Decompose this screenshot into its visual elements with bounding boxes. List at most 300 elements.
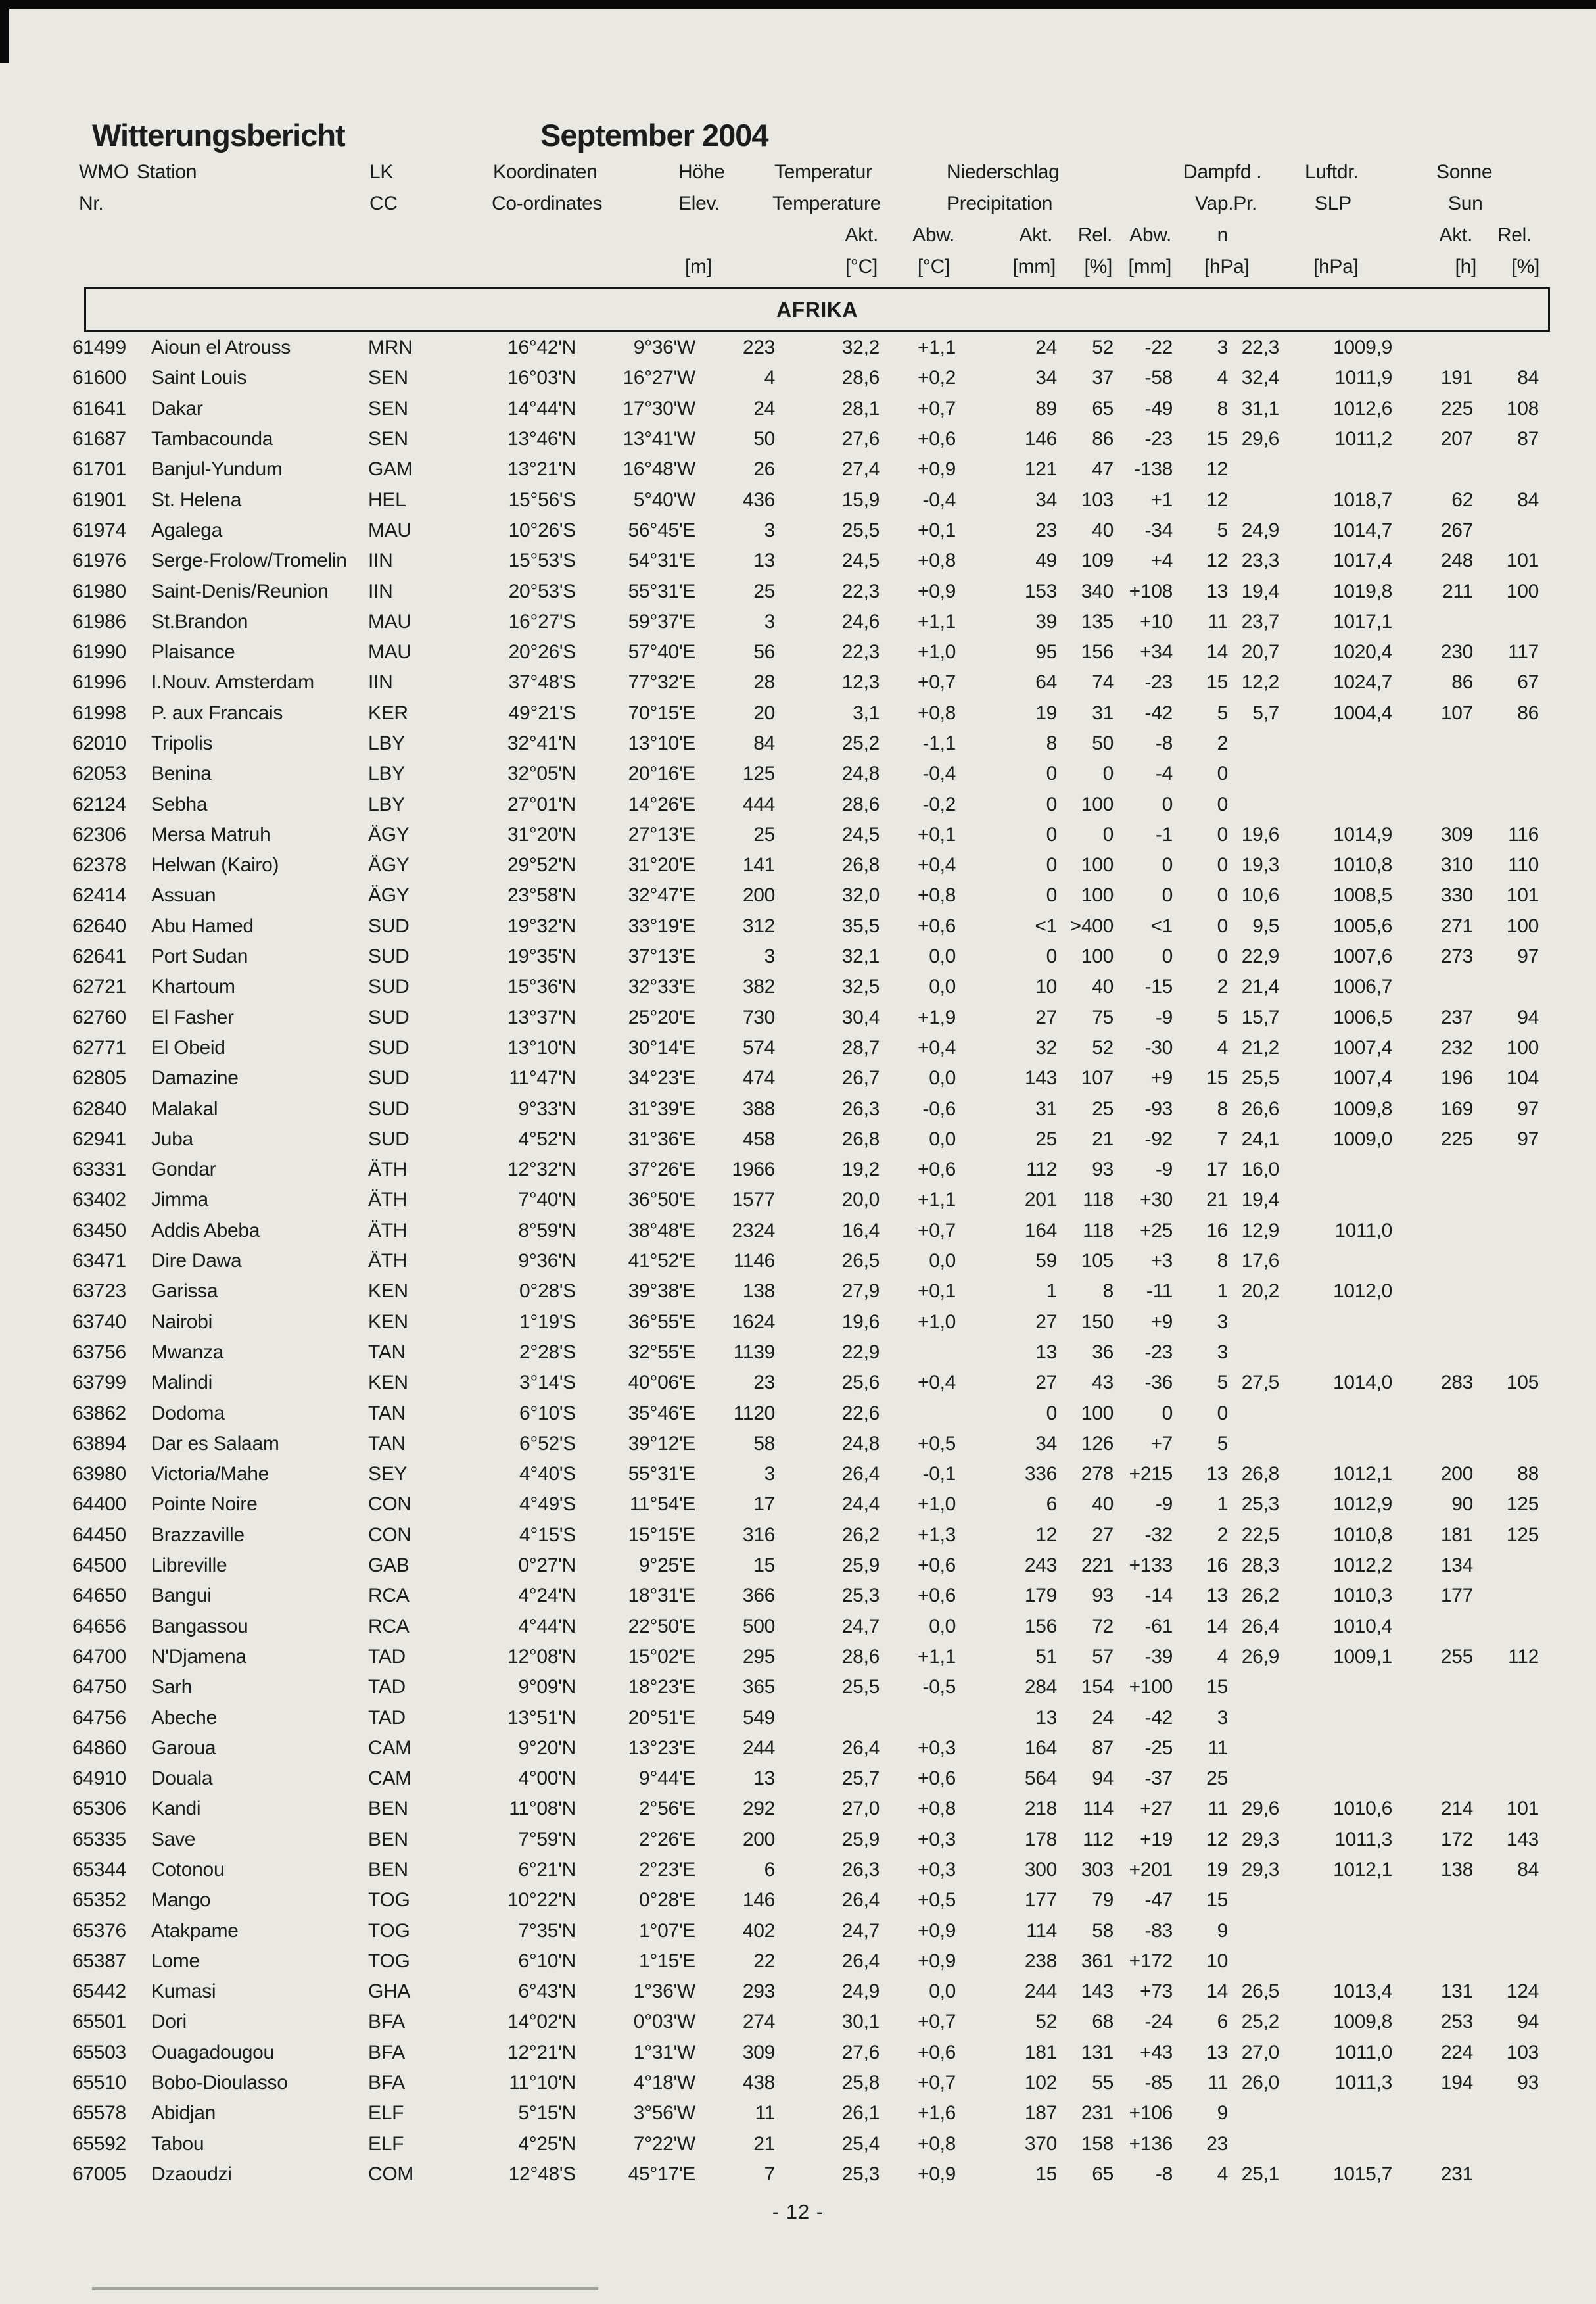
unit-mm-akt: [mm]	[1012, 256, 1056, 277]
cell-p_abw: +27	[1140, 1798, 1173, 1820]
cell-lat: 4°49'S	[519, 1493, 576, 1516]
cell-s_akt	[1395, 972, 1476, 1002]
cell-wmo: 62306	[72, 823, 126, 846]
cell-s_rel: 67	[1517, 671, 1539, 694]
cell-n: 0	[1217, 823, 1228, 846]
cell-n: 15	[1206, 671, 1228, 694]
cell-p_rel: 57	[1092, 1645, 1114, 1668]
cell-p_rel: 100	[1081, 884, 1114, 907]
cell-lk: SUD	[368, 915, 410, 937]
cell-s_akt	[1395, 759, 1476, 789]
cell-lat: 49°21'S	[508, 702, 576, 724]
cell-p_abw: -9	[1155, 1159, 1173, 1181]
cell-elev: 146	[742, 1889, 775, 1911]
cell-slp: 1011,0	[1334, 1219, 1392, 1241]
cell-p_rel: >400	[1069, 915, 1114, 937]
table-row	[72, 1885, 1541, 1915]
cell-wmo: 65376	[72, 1919, 126, 1942]
cell-p_rel: 143	[1081, 1980, 1114, 2003]
cell-elev: 295	[742, 1645, 775, 1668]
cell-slp: 1006,5	[1333, 1006, 1392, 1028]
cell-t_abw: -0,2	[922, 793, 956, 815]
cell-elev: 312	[742, 915, 775, 937]
cell-p_rel: 27	[1092, 1524, 1114, 1546]
cell-p_akt: 177	[1024, 1889, 1057, 1911]
cell-s_rel	[1476, 1185, 1541, 1215]
cell-t_abw: +0,4	[917, 854, 956, 876]
cell-vap: 25,5	[1241, 1067, 1279, 1090]
cell-lon: 55°31'E	[628, 1463, 695, 1485]
cell-n: 5	[1217, 702, 1228, 724]
cell-slp: 1007,4	[1333, 1036, 1392, 1059]
unit-h-sun: [h]	[1455, 256, 1476, 277]
table-row	[72, 485, 1541, 515]
cell-p_abw: -83	[1144, 1919, 1173, 1942]
cell-elev: 244	[742, 1737, 775, 1759]
cell-n: 0	[1217, 915, 1228, 937]
cell-s_rel: 86	[1517, 702, 1539, 724]
cell-station: St. Helena	[151, 489, 242, 511]
cell-s_akt: 134	[1440, 1554, 1473, 1577]
cell-s_rel	[1476, 2098, 1541, 2128]
cell-lat: 8°59'N	[518, 1219, 576, 1241]
cell-vap: 24,1	[1241, 1128, 1279, 1150]
cell-slp: 1006,7	[1333, 976, 1392, 998]
cell-lk: ÄTH	[368, 1189, 408, 1211]
cell-wmo: 65387	[72, 1950, 126, 1972]
cell-p_akt: 8	[1046, 732, 1057, 754]
cell-t_abw: +1,6	[917, 2102, 956, 2124]
cell-t_abw: +0,2	[917, 367, 956, 389]
table-row	[72, 454, 1541, 485]
cell-s_akt	[1395, 1216, 1476, 1246]
table-row	[72, 820, 1541, 850]
cell-t_akt: 24,8	[841, 763, 880, 785]
cell-lat: 13°21'N	[507, 458, 576, 481]
cell-p_rel: 65	[1092, 397, 1114, 420]
cell-p_abw: +201	[1129, 1858, 1173, 1881]
cell-n: 16	[1206, 1554, 1228, 1577]
cell-p_abw: -14	[1144, 1585, 1173, 1607]
cell-lat: 6°43'N	[518, 1980, 576, 2003]
cell-s_rel: 101	[1506, 884, 1539, 907]
cell-p_akt: 13	[1035, 1341, 1057, 1363]
cell-p_rel: 107	[1081, 1067, 1114, 1090]
cell-vap	[1231, 1733, 1282, 1764]
cell-station: Dire Dawa	[151, 1250, 242, 1272]
cell-s_akt: 330	[1440, 884, 1473, 907]
cell-t_abw: +0,4	[917, 1036, 956, 1059]
cell-lat: 4°15'S	[519, 1524, 576, 1546]
cell-wmo: 64450	[72, 1524, 126, 1546]
cell-lon: 30°14'E	[628, 1036, 695, 1059]
cell-station: Atakpame	[151, 1919, 239, 1942]
cell-n: 8	[1217, 1097, 1228, 1120]
cell-p_rel: 278	[1081, 1463, 1114, 1485]
table-row	[72, 1581, 1541, 1611]
table-row	[72, 1063, 1541, 1093]
cell-s_akt: 207	[1440, 428, 1473, 450]
cell-p_rel: 118	[1083, 1219, 1114, 1241]
cell-s_akt	[1395, 1915, 1476, 1946]
cell-elev: 28	[753, 671, 775, 694]
cell-t_abw: +0,4	[917, 1372, 956, 1394]
cell-vap: 17,6	[1241, 1250, 1279, 1272]
cell-lon: 7°22'W	[633, 2132, 695, 2155]
cell-slp: 1014,0	[1333, 1372, 1392, 1394]
cell-p_rel: 303	[1081, 1858, 1114, 1881]
cell-p_abw: <1	[1150, 915, 1173, 937]
cell-slp: 1012,2	[1333, 1554, 1392, 1577]
cell-elev: 17	[753, 1493, 775, 1516]
cell-p_akt: 164	[1024, 1219, 1057, 1241]
cell-lat: 27°01'N	[507, 793, 576, 815]
cell-s_akt: 271	[1440, 915, 1473, 937]
cell-lk: BEN	[368, 1858, 408, 1881]
cell-lon: 1°36'W	[633, 1980, 695, 2003]
cell-p_rel: 40	[1092, 976, 1114, 998]
cell-t_akt: 26,1	[841, 2102, 880, 2124]
cell-t_akt: 24,7	[841, 1919, 880, 1942]
cell-wmo: 61600	[72, 367, 126, 389]
cell-elev: 382	[742, 976, 775, 998]
cell-s_rel: 97	[1517, 1097, 1539, 1120]
table-row	[72, 1246, 1541, 1276]
cell-s_akt	[1395, 729, 1476, 759]
cell-wmo: 61976	[72, 550, 126, 572]
cell-lk: TOG	[368, 1889, 410, 1911]
cell-t_abw	[882, 1337, 958, 1368]
cell-wmo: 64700	[72, 1645, 126, 1668]
cell-lon: 54°31'E	[628, 550, 695, 572]
cell-s_akt	[1395, 2098, 1476, 2128]
cell-lon: 35°46'E	[628, 1402, 695, 1424]
cell-s_rel: 103	[1506, 2041, 1539, 2063]
table-row	[72, 1946, 1541, 1977]
cell-p_abw: -47	[1144, 1889, 1173, 1911]
cell-s_rel	[1476, 1764, 1541, 1794]
cell-vap: 9,5	[1252, 915, 1279, 937]
cell-t_abw: +0,6	[917, 428, 956, 450]
subheader-precip-akt: Akt.	[1019, 224, 1052, 246]
cell-p_abw: +4	[1150, 550, 1173, 572]
cell-lk: GAM	[368, 458, 413, 481]
cell-p_akt: 32	[1035, 1036, 1057, 1059]
cell-elev: 141	[742, 854, 775, 876]
cell-vap: 26,5	[1241, 1980, 1279, 2003]
cell-s_rel	[1476, 1429, 1541, 1459]
cell-n: 0	[1217, 884, 1228, 907]
cell-wmo: 62124	[72, 793, 126, 815]
cell-slp	[1282, 1398, 1395, 1428]
table-row	[72, 1702, 1541, 1733]
cell-s_akt: 131	[1440, 1980, 1473, 2003]
cell-p_akt: 156	[1024, 1615, 1057, 1637]
cell-p_abw: +10	[1140, 610, 1173, 633]
cell-p_abw: -58	[1144, 367, 1173, 389]
report-month: September 2004	[540, 118, 768, 153]
cell-lk: BFA	[368, 2072, 405, 2094]
cell-slp	[1282, 1885, 1395, 1915]
cell-station: Jimma	[151, 1189, 208, 1211]
cell-t_abw: 0,0	[929, 1980, 956, 2003]
table-row	[72, 1124, 1541, 1155]
cell-p_akt: 24	[1035, 337, 1057, 359]
table-row	[72, 1520, 1541, 1550]
cell-station: Juba	[151, 1128, 193, 1150]
cell-p_abw: -23	[1144, 671, 1173, 694]
cell-n: 5	[1217, 519, 1228, 541]
table-row	[72, 2007, 1541, 2037]
cell-n: 0	[1217, 763, 1228, 785]
cell-wmo: 61998	[72, 702, 126, 724]
cell-t_akt: 28,6	[841, 793, 880, 815]
cell-vap: 12,2	[1241, 671, 1279, 694]
cell-t_abw: +0,9	[917, 458, 956, 481]
cell-s_rel	[1476, 2129, 1541, 2159]
table-row	[72, 1672, 1541, 1702]
cell-s_akt: 107	[1440, 702, 1473, 724]
cell-lat: 7°59'N	[518, 1828, 576, 1850]
cell-t_akt: 26,3	[841, 1858, 880, 1881]
cell-p_akt: 23	[1035, 519, 1057, 541]
cell-t_akt: 22,6	[841, 1402, 880, 1424]
cell-wmo: 64500	[72, 1554, 126, 1577]
cell-s_rel: 100	[1506, 915, 1539, 937]
cell-slp	[1282, 1337, 1395, 1368]
col-header-luftdruck: Luftdr.	[1305, 161, 1359, 183]
cell-lon: 45°17'E	[628, 2163, 695, 2185]
cell-s_rel	[1476, 789, 1541, 819]
cell-n: 3	[1217, 1310, 1228, 1333]
cell-lat: 9°36'N	[518, 1250, 576, 1272]
cell-p_akt: 89	[1035, 397, 1057, 420]
cell-wmo: 65344	[72, 1858, 126, 1881]
table-row	[72, 394, 1541, 424]
cell-p_rel: 100	[1081, 946, 1114, 968]
cell-lon: 56°45'E	[628, 519, 695, 541]
cell-slp: 1011,9	[1334, 367, 1392, 389]
cell-wmo: 64756	[72, 1706, 126, 1729]
cell-p_rel: 112	[1083, 1828, 1114, 1850]
cell-lk: SEN	[368, 428, 408, 450]
cell-p_akt: 153	[1024, 580, 1057, 602]
cell-elev: 3	[764, 519, 775, 541]
cell-p_abw: -42	[1144, 702, 1173, 724]
table-row	[72, 1093, 1541, 1124]
cell-t_akt: 15,9	[841, 489, 880, 511]
cell-station: Khartoum	[151, 976, 235, 998]
cell-lon: 18°23'E	[628, 1676, 695, 1698]
cell-lat: 15°36'N	[507, 976, 576, 998]
cell-p_akt: 49	[1035, 550, 1057, 572]
cell-p_abw: +106	[1129, 2102, 1173, 2124]
cell-vap: 16,0	[1241, 1159, 1279, 1181]
cell-lon: 15°02'E	[628, 1645, 695, 1668]
cell-t_abw: +0,7	[917, 671, 956, 694]
cell-p_abw: -93	[1144, 1097, 1173, 1120]
cell-lon: 31°36'E	[628, 1128, 695, 1150]
cell-n: 5	[1217, 1432, 1228, 1454]
cell-s_akt	[1395, 1672, 1476, 1702]
cell-t_abw: +0,6	[917, 2041, 956, 2063]
cell-s_rel	[1476, 1307, 1541, 1337]
cell-n: 16	[1206, 1219, 1228, 1241]
cell-s_rel: 101	[1506, 550, 1539, 572]
cell-wmo: 61641	[72, 397, 126, 420]
cell-lk: CON	[368, 1524, 411, 1546]
cell-wmo: 61499	[72, 337, 126, 359]
cell-wmo: 63980	[72, 1463, 126, 1485]
cell-p_akt: 25	[1035, 1128, 1057, 1150]
cell-s_rel	[1476, 1946, 1541, 1977]
cell-lat: 12°32'N	[507, 1159, 576, 1181]
cell-station: Dori	[151, 2011, 187, 2033]
cell-p_rel: 221	[1081, 1554, 1114, 1577]
cell-vap: 31,1	[1241, 397, 1279, 420]
cell-p_rel: 154	[1081, 1676, 1114, 1698]
cell-lat: 4°00'N	[518, 1767, 576, 1790]
cell-n: 12	[1206, 458, 1228, 481]
cell-t_abw: +0,5	[917, 1432, 956, 1454]
cell-t_akt: 25,8	[841, 2072, 880, 2094]
cell-slp	[1282, 1702, 1395, 1733]
cell-t_abw: -0,1	[922, 1463, 956, 1485]
cell-wmo: 62010	[72, 732, 126, 754]
cell-elev: 223	[742, 337, 775, 359]
cell-slp: 1009,0	[1333, 1128, 1392, 1150]
cell-t_abw: +0,3	[917, 1828, 956, 1850]
cell-p_abw: +25	[1140, 1219, 1173, 1241]
cell-t_akt: 24,9	[841, 1980, 880, 2003]
cell-t_akt: 24,4	[841, 1493, 880, 1516]
cell-lon: 32°55'E	[628, 1341, 695, 1363]
table-row	[72, 333, 1541, 363]
cell-lat: 19°32'N	[507, 915, 576, 937]
cell-wmo: 62414	[72, 884, 126, 907]
cell-p_rel: 21	[1092, 1128, 1114, 1150]
cell-vap	[1231, 1398, 1282, 1428]
cell-slp: 1014,9	[1333, 823, 1392, 846]
cell-s_rel	[1476, 1246, 1541, 1276]
cell-vap: 26,8	[1241, 1463, 1279, 1485]
cell-p_akt: 10	[1035, 976, 1057, 998]
cell-station: Malindi	[151, 1372, 212, 1394]
table-row	[72, 942, 1541, 972]
table-row	[72, 424, 1541, 454]
cell-wmo: 61687	[72, 428, 126, 450]
cell-lon: 37°13'E	[628, 946, 695, 968]
cell-lk: IIN	[368, 580, 393, 602]
cell-slp	[1282, 729, 1395, 759]
cell-p_rel: 36	[1092, 1341, 1114, 1363]
cell-elev: 549	[742, 1706, 775, 1729]
cell-vap: 32,4	[1241, 367, 1279, 389]
cell-n: 0	[1217, 793, 1228, 815]
table-row	[72, 972, 1541, 1002]
cell-n: 11	[1208, 1798, 1228, 1820]
cell-n: 15	[1206, 1676, 1228, 1698]
cell-lon: 22°50'E	[628, 1615, 695, 1637]
cell-p_abw: -4	[1155, 763, 1173, 785]
cell-lon: 1°15'E	[639, 1950, 695, 1972]
cell-lat: 2°28'S	[519, 1341, 576, 1363]
cell-t_akt: 27,4	[841, 458, 880, 481]
cell-vap: 29,3	[1241, 1858, 1279, 1881]
cell-elev: 574	[742, 1036, 775, 1059]
cell-s_rel: 100	[1506, 580, 1539, 602]
cell-n: 0	[1217, 854, 1228, 876]
cell-elev: 3	[764, 1463, 775, 1485]
cell-wmo: 65510	[72, 2072, 126, 2094]
cell-slp	[1282, 2098, 1395, 2128]
cell-wmo: 65335	[72, 1828, 126, 1850]
cell-vap	[1231, 1915, 1282, 1946]
cell-p_akt: 6	[1046, 1493, 1057, 1516]
cell-slp	[1282, 2129, 1395, 2159]
cell-s_akt: 225	[1440, 397, 1473, 420]
cell-wmo: 62771	[72, 1036, 126, 1059]
cell-wmo: 65592	[72, 2132, 126, 2155]
cell-n: 14	[1206, 1980, 1228, 2003]
cell-elev: 25	[753, 580, 775, 602]
cell-p_rel: 131	[1081, 2041, 1114, 2063]
station-data-table	[72, 333, 1541, 2190]
cell-vap: 19,3	[1241, 854, 1279, 876]
unit-m: [m]	[685, 256, 712, 277]
scan-edge-bottom	[92, 2287, 598, 2290]
cell-lat: 11°10'N	[509, 2072, 576, 2094]
cell-wmo: 61974	[72, 519, 126, 541]
cell-p_rel: 24	[1092, 1706, 1114, 1729]
cell-n: 19	[1206, 1858, 1228, 1881]
cell-p_akt: 336	[1024, 1463, 1057, 1485]
cell-n: 8	[1217, 397, 1228, 420]
cell-slp	[1282, 454, 1395, 485]
cell-s_akt	[1395, 1398, 1476, 1428]
cell-vap: 12,9	[1241, 1219, 1279, 1241]
cell-wmo: 62053	[72, 763, 126, 785]
cell-t_abw: +0,8	[917, 702, 956, 724]
cell-p_rel: 31	[1092, 702, 1114, 724]
cell-t_abw: +0,1	[917, 823, 956, 846]
cell-wmo: 65352	[72, 1889, 126, 1911]
cell-p_akt: 13	[1035, 1706, 1057, 1729]
cell-slp: 1019,8	[1333, 580, 1392, 602]
cell-vap: 21,2	[1241, 1036, 1279, 1059]
cell-t_abw: +0,1	[917, 1280, 956, 1303]
cell-p_abw: -15	[1144, 976, 1173, 998]
cell-p_abw: -30	[1144, 1036, 1173, 1059]
col-header-hoehe: Höhe	[678, 161, 725, 183]
cell-p_rel: 75	[1092, 1006, 1114, 1028]
cell-lat: 16°27'S	[508, 610, 576, 633]
cell-n: 13	[1206, 580, 1228, 602]
cell-p_akt: <1	[1035, 915, 1057, 937]
cell-n: 25	[1206, 1767, 1228, 1790]
cell-p_akt: 564	[1024, 1767, 1057, 1790]
cell-p_akt: 51	[1035, 1645, 1057, 1668]
cell-lat: 15°53'S	[508, 550, 576, 572]
cell-station: Sarh	[151, 1676, 193, 1698]
cell-s_akt	[1395, 1946, 1476, 1977]
cell-s_akt	[1395, 1611, 1476, 1641]
cell-slp: 1011,3	[1334, 2072, 1392, 2094]
cell-s_akt: 211	[1442, 580, 1473, 602]
cell-wmo: 63862	[72, 1402, 126, 1424]
cell-s_akt: 86	[1451, 671, 1473, 694]
cell-s_akt	[1395, 1155, 1476, 1185]
